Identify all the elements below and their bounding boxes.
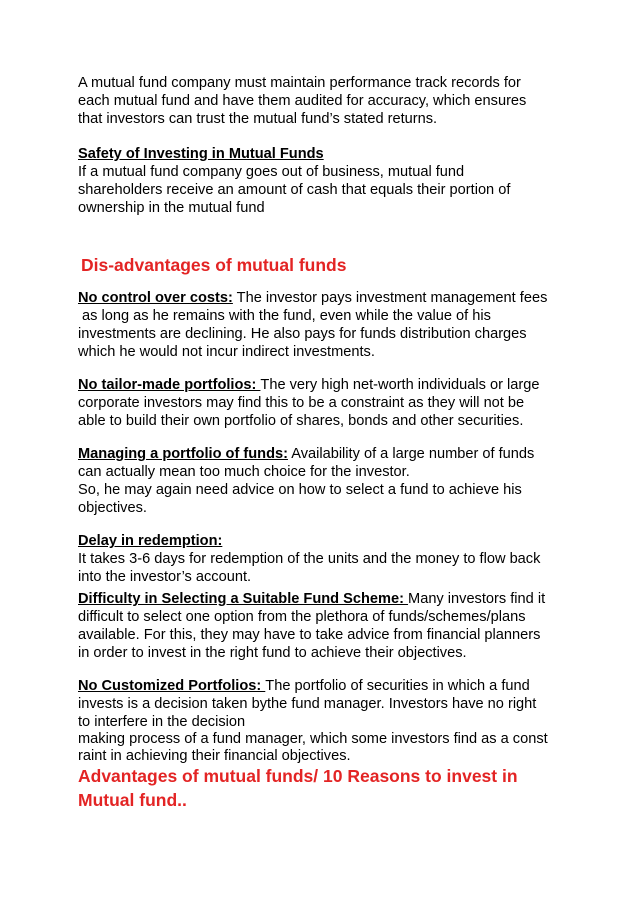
managing-text-1: Availability of a large number of funds <box>287 446 535 462</box>
costs-label: No control over costs: <box>78 290 233 306</box>
tailor-line-3: able to build their own portfolio of shares, bonds and other securities. <box>78 413 524 429</box>
disadvantages-heading: Dis-advantages of mutual funds <box>81 255 347 275</box>
difficulty-line-3: available. For this, they may have to take advice from financial planners <box>78 627 541 643</box>
advantages-heading <box>78 764 518 812</box>
customized-line-1 <box>78 678 530 696</box>
costs-line-4: which he would not incur indirect investments. <box>78 344 375 360</box>
costs-line-1 <box>78 290 547 308</box>
difficulty-line-4: in order to invest in the right fund to achieve their objectives. <box>78 645 467 661</box>
customized-line-4: making process of a fund manager, which some investors find as a const <box>78 731 548 747</box>
tailor-line-1 <box>78 377 539 395</box>
customized-text-1: The portfolio of securities in which a fund <box>265 678 530 694</box>
intro-line-2: each mutual fund and have them audited for accuracy, which ensures <box>78 93 527 109</box>
safety-line-2: shareholders receive an amount of cash that equals their portion of <box>78 182 511 198</box>
customized-line-2: invests is a decision taken bythe fund manager. Investors have no right <box>78 696 537 712</box>
delay-line-1: It takes 3-6 days for redemption of the units and the money to flow back <box>78 551 541 567</box>
safety-line-3: ownership in the mutual fund <box>78 200 265 216</box>
costs-line-2: as long as he remains with the fund, even while the value of his <box>78 308 491 324</box>
difficulty-line-2: difficult to select one option from the plethora of funds/schemes/plans <box>78 609 526 625</box>
managing-line-3: So, he may again need advice on how to select a fund to achieve his <box>78 482 522 498</box>
advantages-heading-line-1: Advantages of mutual funds/ 10 Reasons to invest in <box>78 766 518 786</box>
difficulty-label: Difficulty in Selecting a Suitable Fund Scheme: <box>78 591 409 607</box>
safety-line-1: If a mutual fund company goes out of business, mutual fund <box>78 164 465 180</box>
intro-line-1: A mutual fund company must maintain performance track records for <box>78 75 521 91</box>
advantages-heading-line-2: Mutual fund.. <box>78 790 187 810</box>
costs-line-3: investments are declining. He also pays for funds distribution charges <box>78 326 527 342</box>
difficulty-line-1 <box>78 591 545 609</box>
safety-heading: Safety of Investing in Mutual Funds <box>78 146 324 162</box>
delay-label: Delay in redemption: <box>78 533 223 549</box>
tailor-label: No tailor-made portfolios: <box>78 377 261 393</box>
delay-line-2: into the investor’s account. <box>78 569 252 585</box>
tailor-text-1: The very high net-worth individuals or large <box>260 377 540 393</box>
managing-label: Managing a portfolio of funds: <box>78 446 288 462</box>
difficulty-text-1: Many investors find it <box>408 591 546 607</box>
costs-text-1: The investor pays investment management fees <box>232 290 548 306</box>
managing-line-4: objectives. <box>78 500 147 516</box>
customized-line-5: raint in achieving their financial objectives. <box>78 748 351 764</box>
intro-line-3: that investors can trust the mutual fund’s stated returns. <box>78 111 438 127</box>
managing-line-2: can actually mean too much choice for the investor. <box>78 464 410 480</box>
tailor-line-2: corporate investors may find this to be a constraint as they will not be <box>78 395 525 411</box>
customized-label: No Customized Portfolios: <box>78 678 266 694</box>
managing-line-1 <box>78 446 534 464</box>
customized-line-3: to interfere in the decision <box>78 714 246 730</box>
